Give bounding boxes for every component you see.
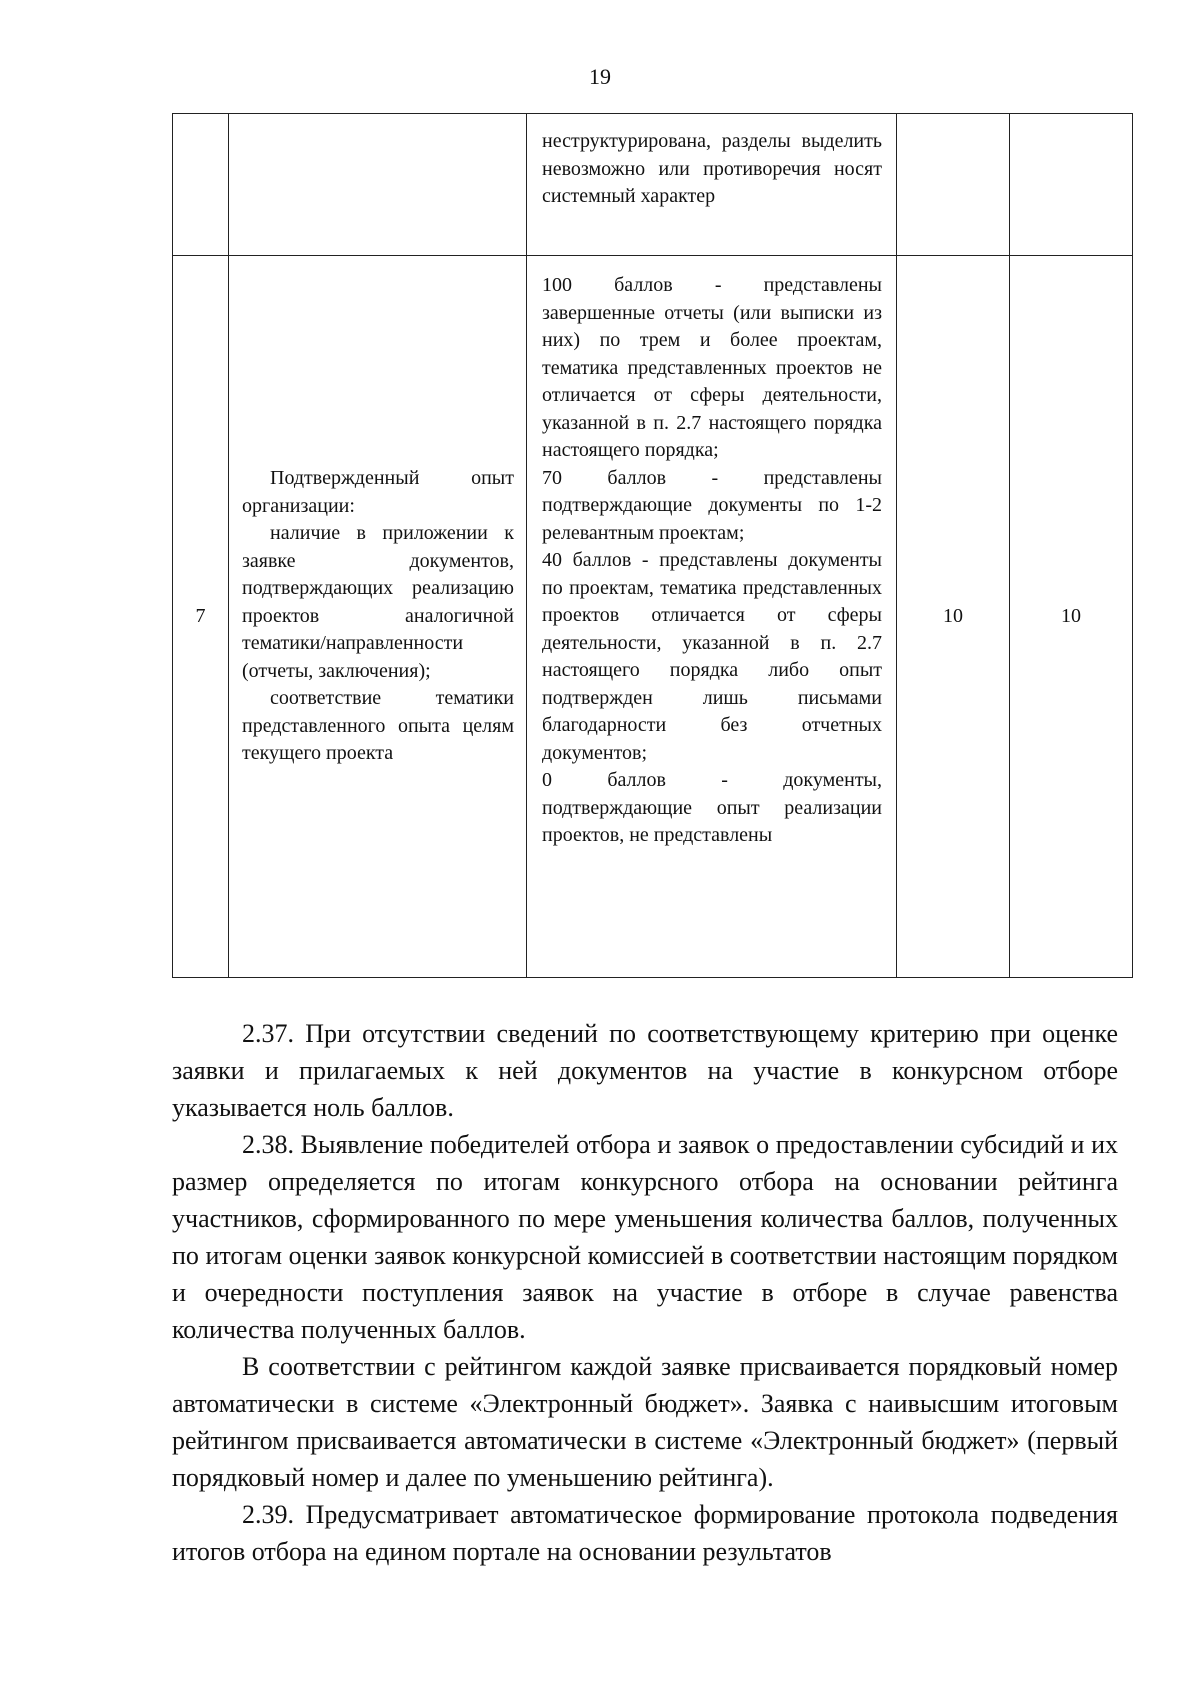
- score-option-100: 100 баллов - представлены завершенные отчеты (или выписки из них) по трем и более проектам, тематика представленных проектов не отличается от сферы деятельности, указанной в п. 2.7 настоящего порядка настоящего порядка;: [542, 274, 882, 461]
- criterion-item: соответствие тематики представленного опыта целям текущего проекта: [242, 687, 514, 765]
- description-text: неструктурирована, разделы выделить невозможно или противоречия носят системный характер: [542, 130, 882, 207]
- page-number: 19: [589, 64, 611, 89]
- score-option-70: 70 баллов - представлены подтверждающие документы по 1-2 релевантным проектам;: [542, 466, 882, 544]
- criterion-title: Подтвержденный опыт организации:: [242, 467, 514, 517]
- description-cell: [527, 114, 897, 256]
- paragraph-rating: В соответствии с рейтингом каждой заявке присваивается порядковый номер автоматически в системе «Электронный бюджет». Заявка с наивысшим итоговым рейтингом присваивается автоматически в системе «Электронный бюджет» (первый порядковый номер и далее по уменьшению рейтинга).: [172, 1352, 1118, 1492]
- paragraph-2-37: 2.37. При отсутствии сведений по соответствующему критерию при оценке заявки и прилагаемых к ней документов на участие в конкурсном отборе указывается ноль баллов.: [172, 1019, 1118, 1122]
- criterion-item: наличие в приложении к заявке документов, подтверждающих реализацию проектов аналогичной тематики/направленности (отчеты, заключения);: [242, 522, 514, 682]
- paragraph-2-39: 2.39. Предусматривает автоматическое формирование протокола подведения итогов отбора на едином портале на основании результатов: [172, 1500, 1118, 1566]
- score-option-40: 40 баллов - представлены документы по проектам, тематика представленных проектов отличается от сферы деятельности, указанной в п. 2.7 настоящего порядка либо опыт подтвержден лишь письмами благодарности без отчетных документов;: [542, 549, 882, 764]
- row-number-cell: [173, 114, 229, 256]
- table-row-continuation: [173, 114, 1133, 256]
- criterion-cell: [229, 114, 527, 256]
- paragraph-2-38: 2.38. Выявление победителей отбора и заявок о предоставлении субсидий и их размер определяется по итогам конкурсного отбора на основании рейтинга участников, сформированного по мере уменьшения количества баллов, полученных по итогам оценки заявок конкурсной комиссией в соответствии настоящим порядком и очередности поступления заявок на участие в отборе в случае равенства количества полученных баллов.: [172, 1130, 1118, 1344]
- description-cell: [527, 256, 897, 978]
- max-score-cell: 10: [897, 256, 1010, 978]
- weight-cell: 10: [1010, 256, 1133, 978]
- max-score-cell: [897, 114, 1010, 256]
- table-row-7: [173, 256, 1133, 978]
- body-text: [172, 1015, 1118, 1570]
- criterion-cell: [229, 256, 527, 978]
- row-number-cell: 7: [173, 256, 229, 978]
- score-option-0: 0 баллов - документы, подтверждающие опыт реализации проектов, не представлены: [542, 769, 882, 846]
- weight-cell: [1010, 114, 1133, 256]
- criteria-table: [172, 113, 1133, 978]
